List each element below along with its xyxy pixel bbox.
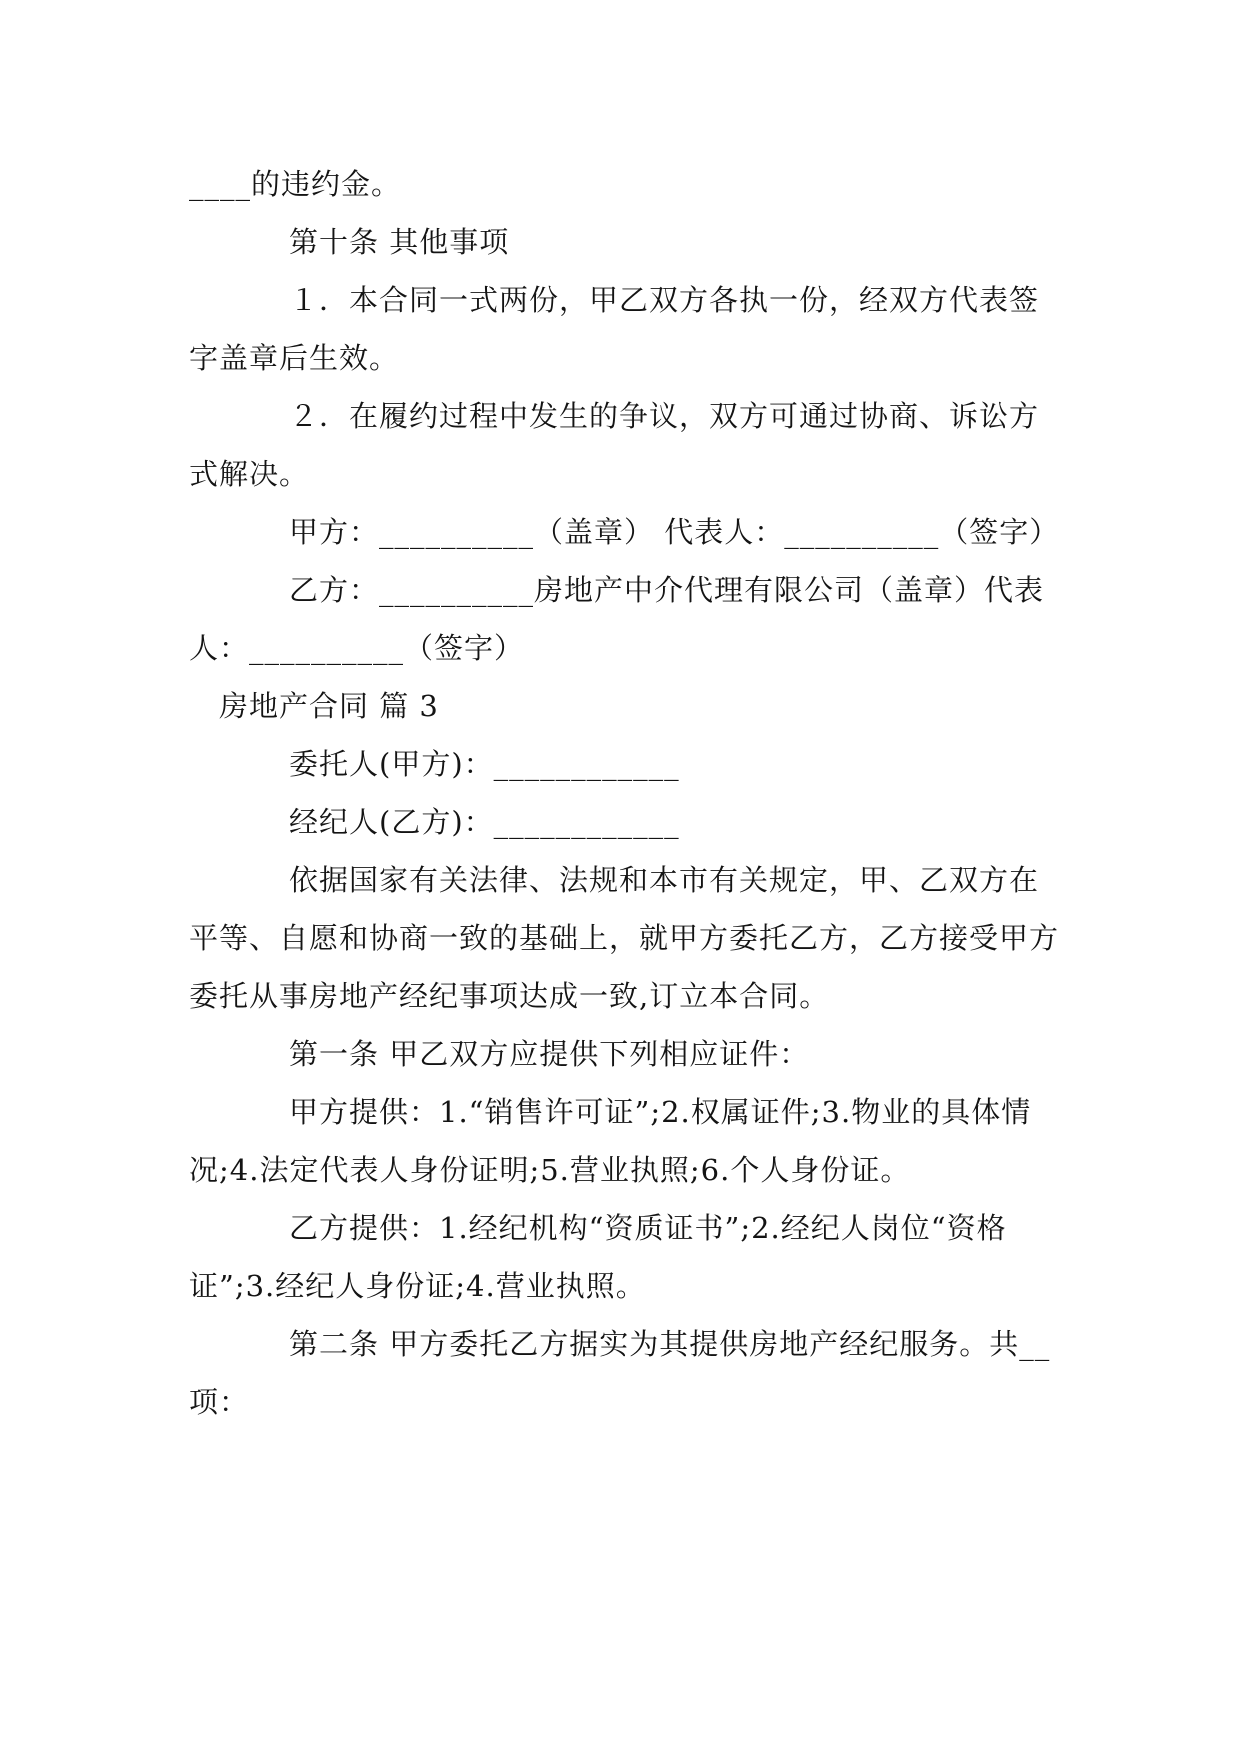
agent-line: 经纪人(乙方)：____________ [289, 805, 680, 839]
article-two-paragraph: 第二条 甲方委托乙方据实为其提供房地产经纪服务。共__项： [189, 1327, 1051, 1419]
article-ten-heading: 第十条 其他事项 [289, 225, 510, 259]
clause-disputes: ２．在履约过程中发生的争议，双方可通过协商、诉讼方式解决。 [189, 399, 1040, 491]
party-b-documents: 乙方提供：1.经纪机构“资质证书”;2.经纪人岗位“资格证”;3.经纪人身份证;4.营业执照。 [189, 1211, 1007, 1303]
party-b-signature-line: 乙方：__________房地产中介代理有限公司（盖章）代表人：__________（签字） [189, 573, 1045, 665]
clause-copies: １．本合同一式两份，甲乙双方各执一份，经双方代表签字盖章后生效。 [189, 283, 1040, 375]
party-a-documents: 甲方提供：1.“销售许可证”;2.权属证件;3.物业的具体情况;4.法定代表人身份证明;5.营业执照;6.个人身份证。 [189, 1095, 1032, 1187]
document-body [189, 155, 1059, 1431]
principal-line: 委托人(甲方)：____________ [289, 747, 680, 781]
article-one-heading: 第一条 甲乙双方应提供下列相应证件： [289, 1037, 810, 1071]
paragraph-penalty: ____的违约金。 [189, 167, 402, 201]
party-a-signature-line: 甲方：__________（盖章） 代表人：__________（签字） [289, 515, 1060, 549]
section-heading: 房地产合同 篇 3 [219, 689, 439, 723]
preamble-paragraph: 依据国家有关法律、法规和本市有关规定，甲、乙双方在平等、自愿和协商一致的基础上，就甲方委托乙方，乙方接受甲方委托从事房地产经纪事项达成一致,订立本合同。 [189, 863, 1060, 1013]
